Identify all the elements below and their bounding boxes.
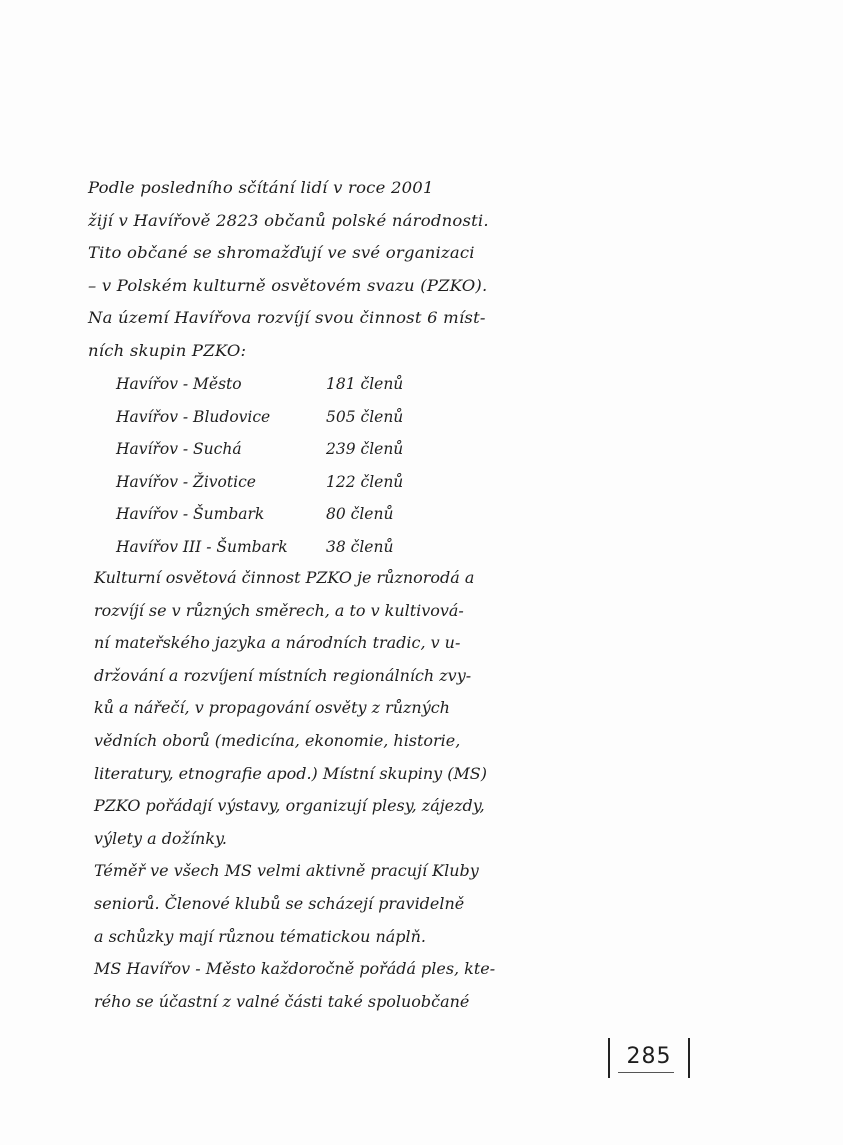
text-line: PZKO pořádají výstavy, organizují plesy, zájezdy, <box>94 797 485 816</box>
text-line: ků a nářečí, v propagování osvěty z různých <box>94 699 450 718</box>
group-name: Havířov - Šumbark <box>116 505 265 524</box>
text-line: ních skupin PZKO: <box>88 341 247 360</box>
text-line: literatury, etnografie apod.) Místní skupiny (MS) <box>94 764 487 783</box>
group-count: 80 členů <box>326 505 394 524</box>
text-line: držování a rozvíjení místních regionálních zvy- <box>94 666 472 685</box>
group-row <box>116 498 476 531</box>
group-name: Havířov - Suchá <box>116 440 242 459</box>
group-row <box>116 401 476 434</box>
group-row <box>116 466 476 499</box>
group-count: 239 členů <box>326 440 404 459</box>
text-line: – v Polském kulturně osvětovém svazu (PZKO). <box>88 276 488 295</box>
text-line: a schůzky mají různou tématickou náplň. <box>94 927 426 946</box>
group-count: 122 členů <box>326 472 404 491</box>
text-line: výlety a dožínky. <box>94 829 227 848</box>
text-line: Tito občané se shromažďují ve své organizaci <box>88 244 475 263</box>
text-line: rozvíjí se v různých směrech, a to v kultivová- <box>94 601 464 620</box>
group-row <box>116 368 476 401</box>
text-line: Téměř ve všech MS velmi aktivně pracují Kluby <box>94 862 479 881</box>
text-line: žijí v Havířově 2823 občanů polské národnosti. <box>88 211 489 230</box>
text-line: seniorů. Členové klubů se scházejí pravidelně <box>94 894 465 913</box>
text-line: vědních oborů (medicína, ekonomie, historie, <box>94 731 461 750</box>
text-line: MS Havířov - Město každoročně pořádá ples, kte- <box>94 960 496 979</box>
text-line: rého se účastní z valné části také spoluobčané <box>94 992 470 1011</box>
text-line: Kulturní osvětová činnost PZKO je různorodá a <box>94 569 475 587</box>
group-name: Havířov - Bludovice <box>116 407 271 426</box>
group-count: 38 členů <box>326 537 394 556</box>
group-row <box>116 433 476 466</box>
group-name: Havířov III - Šumbark <box>116 537 288 556</box>
text-line: Na území Havířova rozvíjí svou činnost 6 míst- <box>88 309 486 328</box>
intro-paragraph <box>88 172 618 368</box>
text-line: Podle posledního sčítání lidí v roce 2001 <box>88 179 434 197</box>
group-name: Havířov - Životice <box>116 472 256 491</box>
group-row <box>116 531 476 564</box>
page-number-box <box>608 1038 690 1078</box>
group-name: Havířov - Město <box>116 375 242 393</box>
page-number: 285 <box>626 1044 672 1069</box>
body-paragraph <box>94 562 609 1018</box>
group-count: 181 členů <box>326 375 404 393</box>
local-groups-list <box>116 368 476 564</box>
text-line: ní mateřského jazyka a národních tradic, v u- <box>94 634 461 653</box>
group-count: 505 členů <box>326 407 404 426</box>
